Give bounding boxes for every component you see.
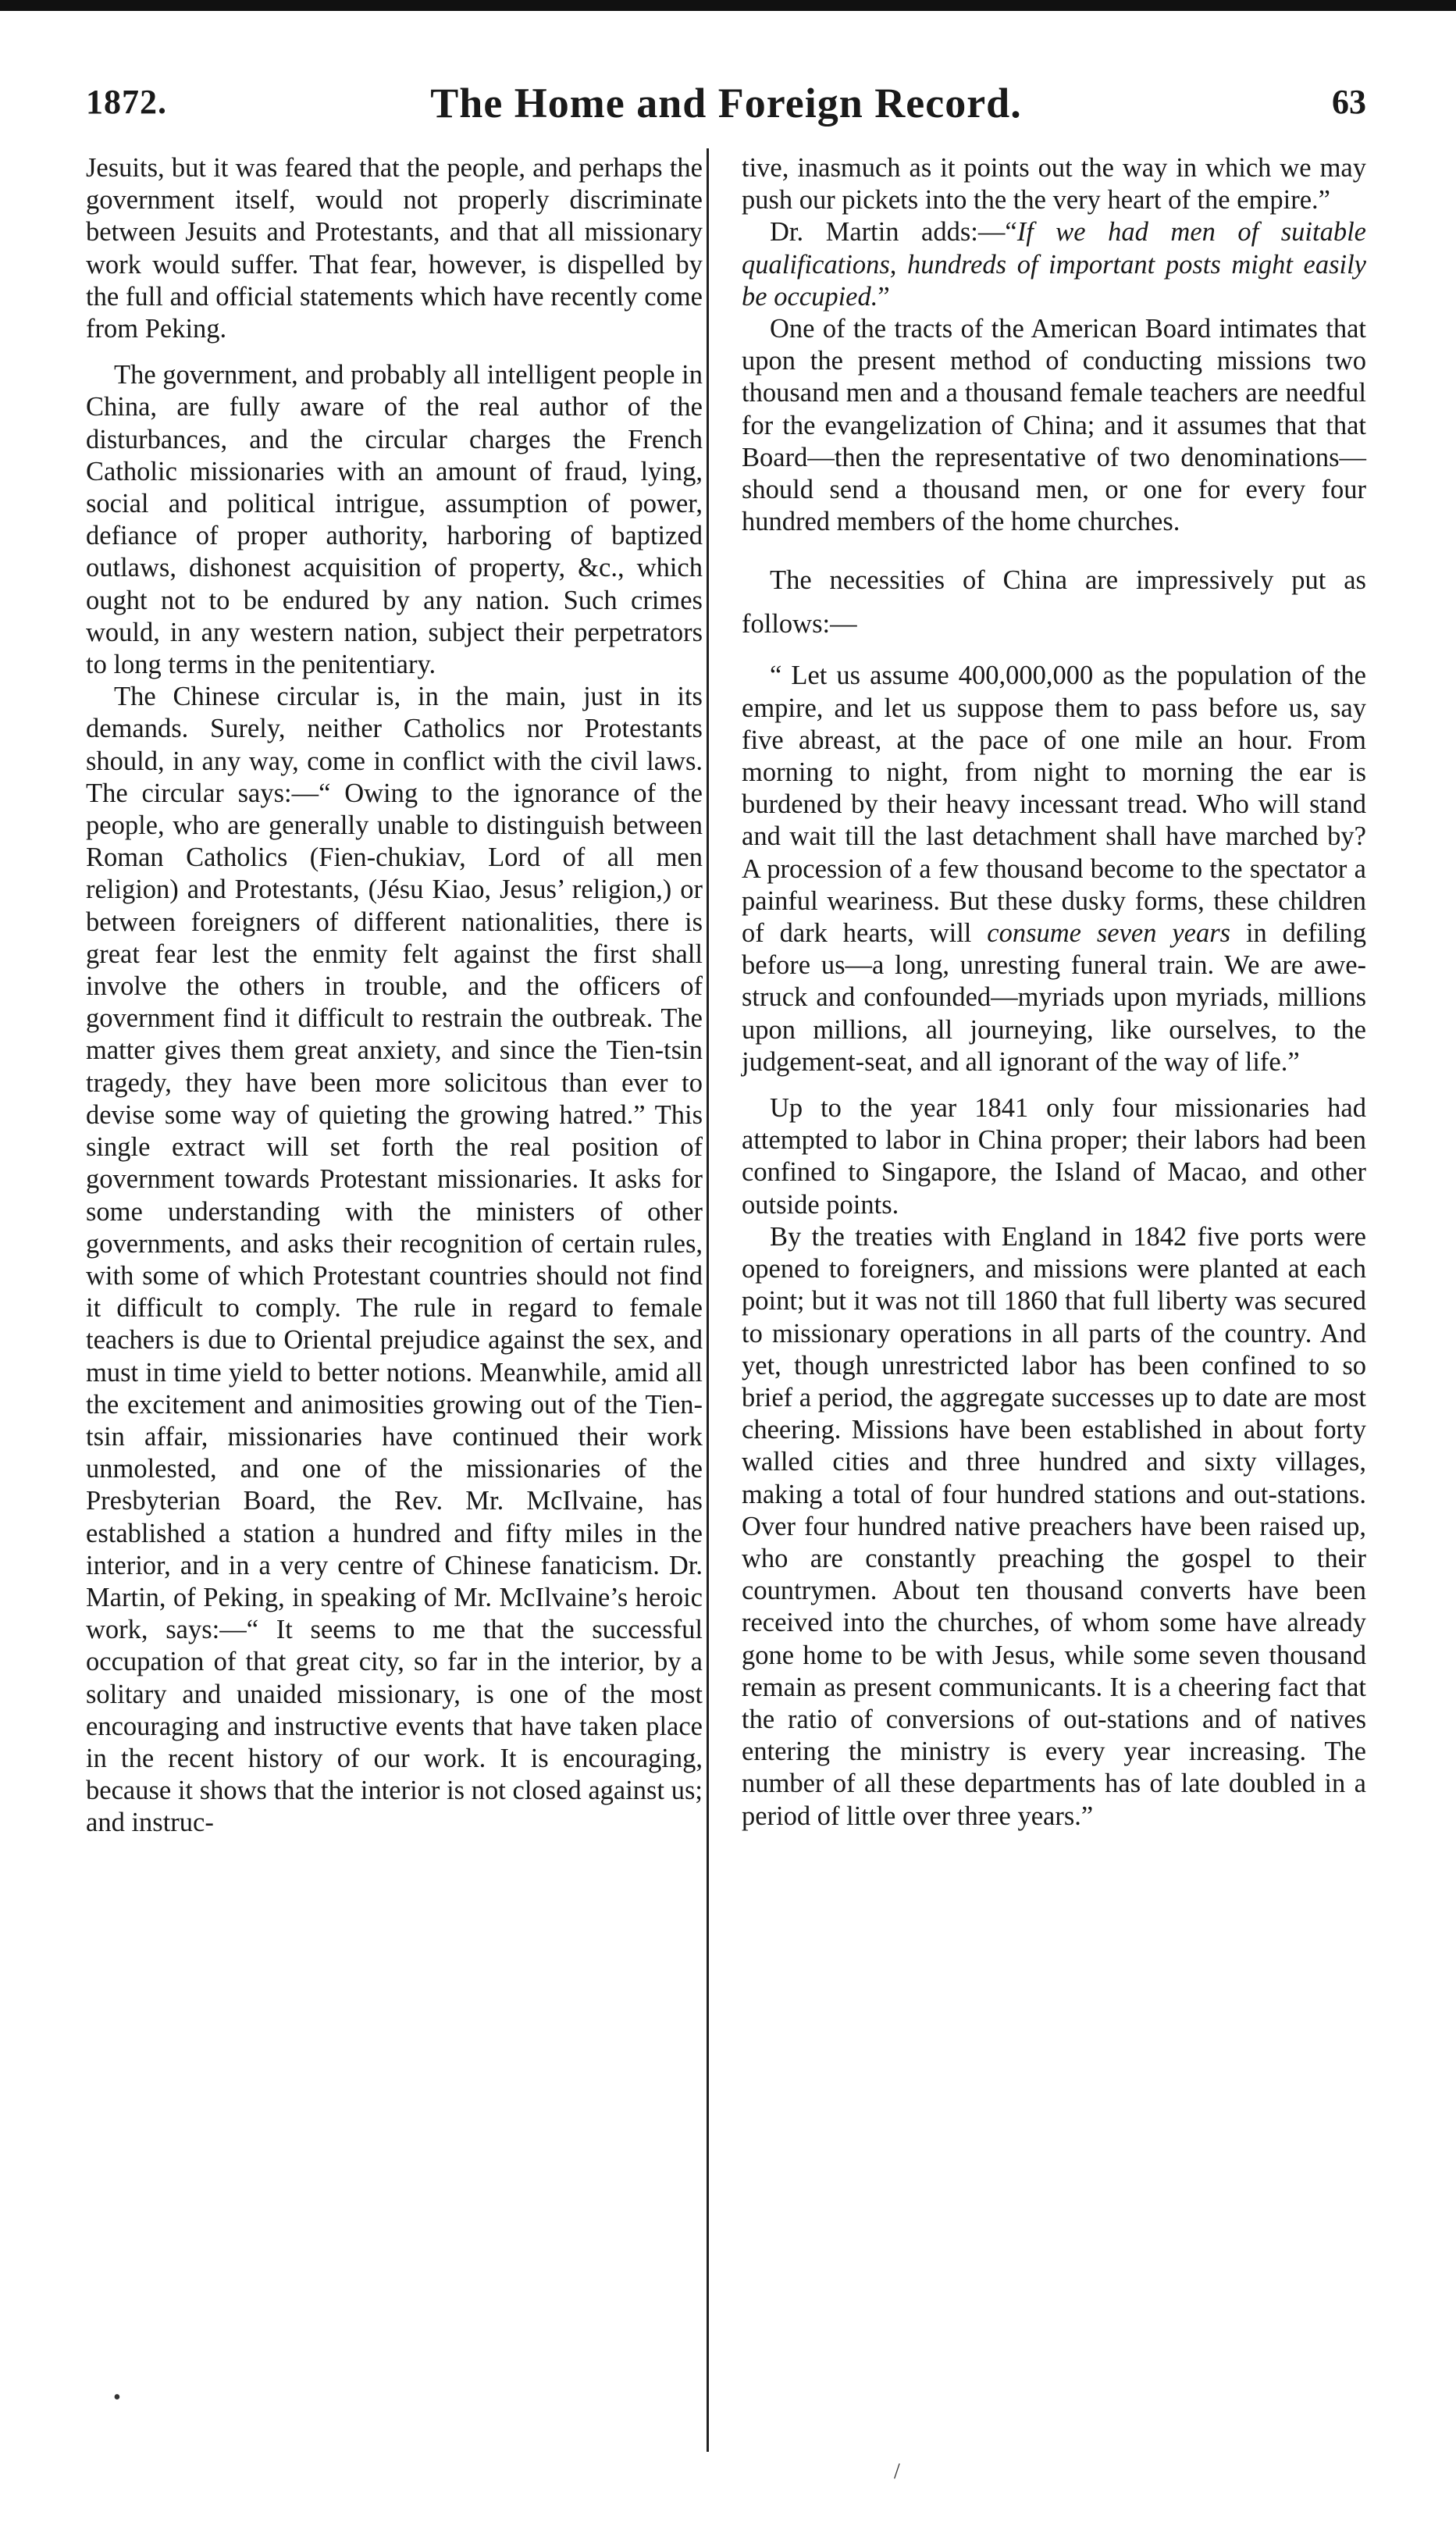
right-paragraph-3: One of the tracts of the American Board intimates that upon the present method of conducting missions two thousand men and a thousand female teachers are needful for the evangelization of China; and it assumes that that Board—then the representative of two denominations—should send a thousand men, or one for every four hundred members of the home churches.	[742, 314, 1366, 537]
right-paragraph-7: By the treaties with England in 1842 five ports were opened to foreigners, and missions were planted at each point; but it was not till 1860 that full liberty was secured to missionary operations in all parts of the country. And yet, though unrestricted labor has been confined to so brief a period, the aggregate successes up to date are most cheering. Missions have been established in about forty walled cities and three hundred and sixty villages, making a total of four hundred stations and out-stations. Over four hundred native preachers have been raised up, who are constantly preaching the gospel to their countrymen. About ten thousand converts have been received into the churches, of whom some have already gone home to be with Jesus, while some seven thousand remain as present communicants. It is a cheering fact that the ratio of conversions of out-stations and of natives entering the ministry is every year increasing. The number of all these departments has of late doubled in a period of little over three years.”	[742, 1221, 1366, 1831]
right-paragraph-2	[742, 216, 1366, 313]
right-paragraph-4: The necessities of China are impressively put as follows:—	[742, 565, 1366, 639]
print-speck: •	[113, 2385, 121, 2410]
quote-italic: If we had men of suitable qualifications, hundreds of important posts might easily be occupied.	[742, 217, 1366, 312]
journal-title: The Home and Foreign Record.	[430, 80, 1022, 126]
right-column	[742, 152, 1366, 1833]
right-paragraph-5	[742, 660, 1366, 1078]
right-paragraph-6: Up to the year 1841 only four missionaries had attempted to labor in China proper; their labors had been confined to Singapore, the Island of Macao, and other outside points.	[742, 1093, 1366, 1220]
procession-lead: “ Let us assume 400,000,000 as the population of the empire, and let us suppose them to pass before us, say five abreast, at the pace of one mile an hour. From morning to night, from night to morning the ear is burdened by their heavy incessant tread. Who will stand and wait till the last detachment shall have marched by? A procession of a few thousand become to the spectator a painful weariness. But these dusky forms, these children of dark hearts, will	[742, 661, 1366, 949]
page-header	[86, 82, 1366, 137]
column-divider	[707, 148, 709, 2452]
procession-tail: in defiling before us—a long, unresting funeral train. We are awe-struck and confounded—myriads upon myriads, millions upon millions, all journeying, like ourselves, to the judgement-seat, and all ignorant of the way of life.”	[742, 918, 1366, 1077]
print-stroke: /	[894, 2460, 900, 2484]
left-paragraph-2: The government, and probably all intelligent people in China, are fully aware of the real author of the disturbances, and the circular charges the French Catholic missionaries with an amount of fraud, lying, social and political intrigue, assumption of power, defiance of proper authority, harboring of baptized outlaws, dishonest acquisition of property, &c., which ought not to be endured by any nation. Such crimes would, in any western nation, subject their perpetrators to long terms in the penitentiary.	[86, 360, 703, 680]
page-number: 63	[1332, 83, 1366, 121]
left-paragraph-3: The Chinese circular is, in the main, just in its demands. Surely, neither Catholics nor Protestants should, in any way, come in conflict with the civil laws. The circular says:—“ Owing to the ignorance of the people, who are generally unable to distinguish between Roman Catholics (Fien-chukiav, Lord of all men religion) and Protestants, (Jésu Kiao, Jesus’ religion,) or between foreigners of different nationalities, there is great fear lest the enmity felt against the first shall involve the others in trouble, and the officers of government find it difficult to restrain the outbreak. The matter gives them great anxiety, and since the Tien-tsin tragedy, they have been more solicitous than ever to devise some way of quieting the growing hatred.” This single extract will set forth the real position of government towards Protestant missionaries. It asks for some understanding with the ministers of other governments, and asks their recognition of certain rules, with some of which Protestant countries should not find it difficult to comply. The rule in regard to female teachers is due to Oriental prejudice against the sex, and must in time yield to better notions. Meanwhile, amid all the excitement and animosities growing out of the Tien-tsin affair, missionaries have continued their work unmolested, and one of the missionaries of the Presbyterian Board, the Rev. Mr. McIlvaine, has established a station a hundred and fifty miles in the interior, and in a very centre of Chinese fanaticism. Dr. Martin, of Peking, in speaking of Mr. McIlvaine’s heroic work, says:—“ It seems to me that the successful occupation of that great city, so far in the interior, by a solitary and unaided missionary, is one of the most encouraging and instructive events that have taken place in the recent history of our work. It is encouraging, because it shows that the interior is not closed against us; and instruc-	[86, 682, 703, 1838]
quote-tail: ”	[878, 281, 890, 312]
right-paragraph-1: tive, inasmuch as it points out the way in which we may push our pickets into the the very heart of the empire.”	[742, 153, 1366, 216]
left-column	[86, 152, 703, 1840]
procession-italic: consume seven years	[987, 918, 1231, 949]
header-year: 1872.	[86, 83, 167, 121]
top-border-line	[0, 0, 1456, 11]
left-paragraph-1: Jesuits, but it was feared that the people, and perhaps the government itself, would not properly discriminate between Jesuits and Protestants, and that all missionary work would suffer. That fear, however, is dispelled by the full and official statements which have recently come from Peking.	[86, 153, 703, 344]
quote-lead: Dr. Martin adds:—“	[770, 217, 1017, 248]
